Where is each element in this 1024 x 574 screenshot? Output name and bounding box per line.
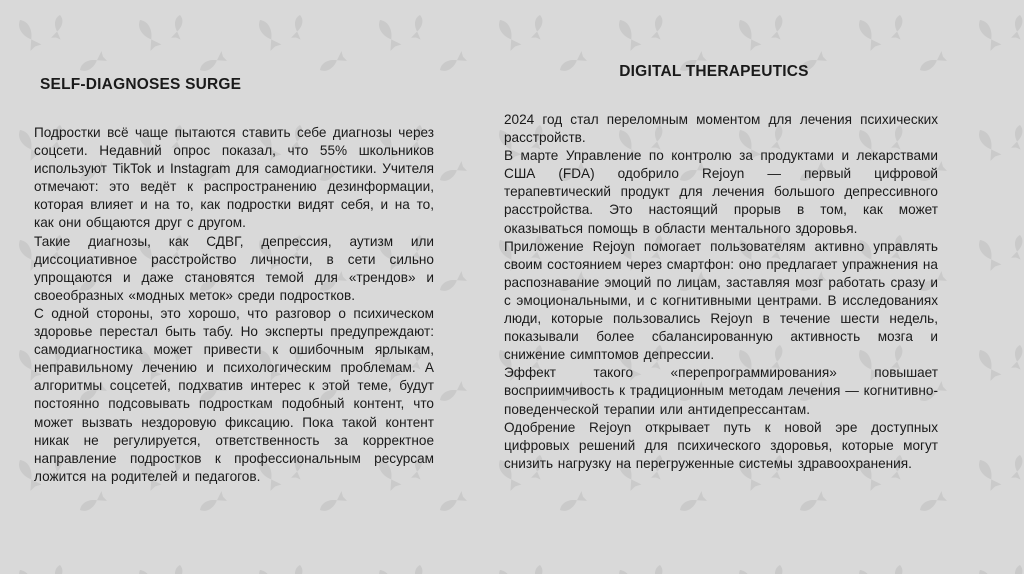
left-paragraph-1: Подростки всё чаще пытаются ставить себе диагнозы через соцсети. Недавний опрос показал, что 55% школьников используют TikTok и Instagram для самодиагностики. Учителя отмечают: это ведёт к распространению дезинформации, которая влияет и на то, как подростки видят себя, и на то, как они общаются друг с другом.: [34, 125, 434, 231]
left-paragraph-3: С одной стороны, это хорошо, что разговор о психическом здоровье перестал быть табу. Но эксперты предупреждают: самодиагностика может привести к ошибочным ярлыкам, неправильному лечению и психологическим проблемам. А алгоритмы соцсетей, подхватив интерес к этой теме, будут постоянно подсовывать подросткам подобный контент, что может вызвать нездоровую фиксацию. Пока такой контент никак не регулируется, ответственность за корректное направление подростков к профессиональным ресурсам ложится на родителей и педагогов.: [34, 305, 434, 484]
self-diagnoses-title: SELF-DIAGNOSES SURGE: [40, 76, 242, 93]
right-paragraph-5: Одобрение Rejoyn открывает путь к новой эре доступных цифровых решений для психического здоровья, которые могут снизить нагрузку на перегруженные системы здравоохранения.: [504, 419, 938, 471]
digital-therapeutics-column: [504, 63, 938, 473]
digital-therapeutics-title: DIGITAL THERAPEUTICS: [619, 63, 809, 80]
right-paragraph-1: 2024 год стал переломным моментом для лечения психических расстройств.: [504, 112, 938, 146]
right-paragraph-3: Приложение Rejoyn помогает пользователям активно управлять своим состоянием через смартфон: оно предлагает упражнения на распознавание эмоций по лицам, заставляя мозг работать сразу и с эмоциональными, и с когнитивными центрами. В исследованиях люди, которые пользовались Rejoyn в течение шести недель, показывали более сбалансированную активность мозга и снижение симптомов депрессии.: [504, 238, 938, 363]
right-paragraph-4: Эффект такого «перепрограммирования» повышает восприимчивость к традиционным методам лечения — когнитивно-поведенческой терапии или антидепрессантам.: [504, 365, 938, 417]
self-diagnoses-column: [34, 76, 434, 486]
right-paragraph-2: В марте Управление по контролю за продуктами и лекарствами США (FDA) одобрило Rejoyn — первый цифровой терапевтический продукт для лечения большого депрессивного расстройства. Это настоящий прорыв в том, как может оказываться помощь в области ментального здоровья.: [504, 148, 938, 236]
left-paragraph-2: Такие диагнозы, как СДВГ, депрессия, аутизм или диссоциативное расстройство личности, в сети сильно упрощаются и даже становятся темой для «трендов» и своеобразных «модных меток» среди подростков.: [34, 233, 434, 303]
